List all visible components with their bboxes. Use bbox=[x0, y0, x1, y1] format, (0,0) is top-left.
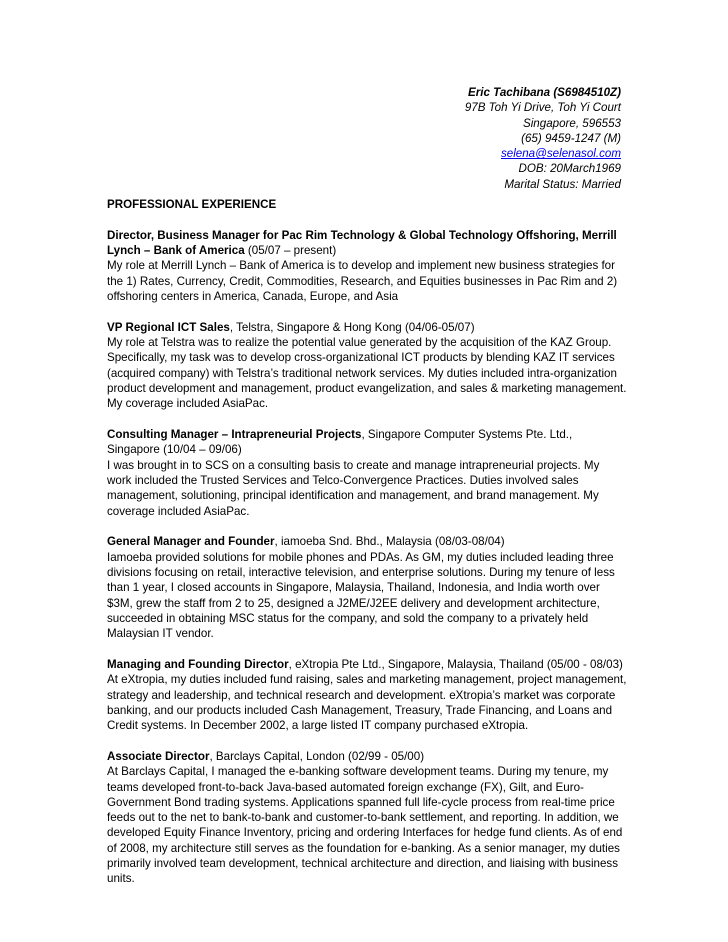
job-title: VP Regional ICT Sales bbox=[107, 320, 230, 334]
contact-header bbox=[465, 85, 621, 192]
job-meta: , Telstra, Singapore & Hong Kong (04/06-05/07) bbox=[229, 320, 475, 334]
job-description: At Barclays Capital, I managed the e-banking software development teams. During my tenure, my teams developed front-to-back Java-based automated foreign exchange (FX), Gilt, and Euro-Government Bond trading systems. Applications spanned full life-cycle process from real-time price feeds out to the net to bank-to-bank and customer-to-bank settlement, and reporting. In addition, we developed Equity Finance Inventory, pricing and ordering Interfaces for hedge fund clients. As of end of 2008, my architecture still serves as the foundation for e-banking. As a senior manager, my duties primarily involved team development, technical architecture and direction, and liaising with business units. bbox=[107, 765, 623, 886]
job-entry-barclays bbox=[107, 749, 627, 887]
job-meta: (05/07 – present) bbox=[244, 244, 337, 258]
job-title: Consulting Manager – Intrapreneurial Projects bbox=[107, 428, 362, 442]
job-title: General Manager and Founder bbox=[107, 535, 275, 549]
job-entry-telstra bbox=[107, 320, 627, 412]
phone-number: (65) 9459-1247 (M) bbox=[521, 131, 621, 145]
job-meta: , eXtropia Pte Ltd., Singapore, Malaysia, Thailand (05/00 - 08/03) bbox=[288, 657, 623, 671]
job-entry-merrill-lynch bbox=[107, 228, 627, 304]
job-meta: , Singapore Computer Systems Pte. Ltd., Singapore (10/04 – 09/06) bbox=[107, 428, 573, 457]
job-meta: , Barclays Capital, London (02/99 - 05/00) bbox=[209, 749, 425, 763]
date-of-birth: DOB: 20March1969 bbox=[518, 162, 621, 176]
address-line-1: 97B Toh Yi Drive, Toh Yi Court bbox=[464, 101, 621, 115]
job-description: My role at Telstra was to realize the potential value generated by the acquisition of the KAZ Group. Specifically, my task was to develop cross-organizational ICT products by blending KAZ IT services (acquired company) with Telstra’s traditional network services. My duties included intra-organization product development and management, product evangelization, and sales & marketing management. My coverage included AsiaPac. bbox=[107, 336, 627, 411]
job-description: Iamoeba provided solutions for mobile phones and PDAs. As GM, my duties included leading three divisions focusing on retail, interactive television, and enterprise solutions. During my tenure of less than 1 year, I closed accounts in Singapore, Malaysia, Thailand, Indonesia, and India worth over $3M, grew the staff from 2 to 25, designed a J2ME/J2EE delivery and development architecture, succeeded in obtaining MSC status for the company, and sold the company to a privately held Malaysian IT vendor. bbox=[107, 550, 615, 641]
job-entry-scs bbox=[107, 427, 627, 519]
job-description: At eXtropia, my duties included fund raising, sales and marketing management, project management, strategy and leadership, and technical research and development. eXtropia’s market was corporate banking, and our products included Cash Management, Treasury, Trade Financing, and Loans and Credit systems. In December 2002, a large listed IT company purchased eXtropia. bbox=[107, 673, 627, 733]
job-entry-extropia bbox=[107, 657, 627, 733]
address-line-2: Singapore, 596553 bbox=[523, 116, 621, 130]
section-title: PROFESSIONAL EXPERIENCE bbox=[107, 198, 277, 211]
candidate-name: Eric Tachibana (S6984510Z) bbox=[468, 86, 621, 99]
job-meta: , iamoeba Snd. Bhd., Malaysia (08/03-08/04) bbox=[274, 535, 505, 549]
job-entry-iamoeba bbox=[107, 534, 627, 641]
job-description: I was brought in to SCS on a consulting basis to create and manage intrapreneurial projects. My work included the Trusted Services and Telco-Convergence Practices. Duties involved sales management, solutioning, principal identification and management, and brand management. My coverage included AsiaPac. bbox=[107, 458, 600, 518]
job-title: Associate Director bbox=[107, 749, 210, 763]
job-title: Director, Business Manager for Pac Rim Technology & Global Technology Offshoring, Merrill Lynch – Bank of America bbox=[107, 228, 617, 258]
resume-body bbox=[107, 197, 627, 902]
email-link[interactable]: selena@selenasol.com bbox=[500, 147, 621, 161]
marital-status: Marital Status: Married bbox=[504, 177, 621, 191]
job-description: My role at Merrill Lynch – Bank of America is to develop and implement new business strategies for the 1) Rates, Currency, Credit, Commodities, Research, and Equities businesses in Pac Rim and 2) offshoring centers in America, Canada, Europe, and Asia bbox=[107, 259, 618, 303]
job-title: Managing and Founding Director bbox=[107, 657, 289, 671]
